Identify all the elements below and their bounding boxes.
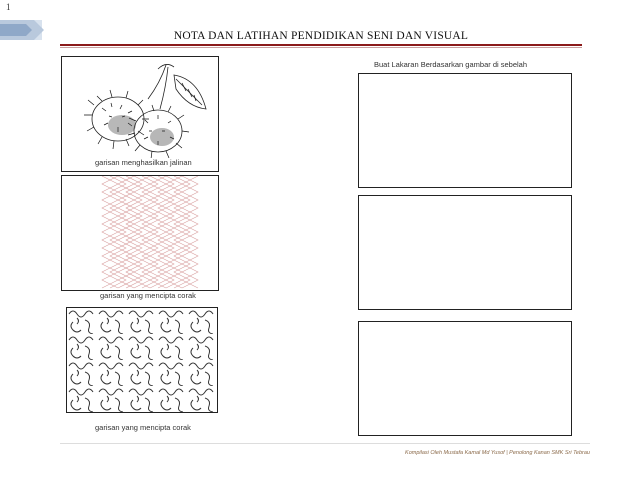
zigzag-pattern-image [61, 175, 219, 291]
squiggle-pattern-image [66, 307, 218, 413]
title-divider-secondary [60, 47, 582, 48]
footer-divider [60, 443, 590, 444]
sketch-box-1[interactable] [358, 73, 572, 188]
example-caption-2: garisan yang mencipta corak [100, 291, 196, 300]
rambutan-drawing-image [61, 56, 219, 172]
corner-ribbon-decoration [0, 18, 48, 42]
page-title: NOTA DAN LATIHAN PENDIDIKAN SENI DAN VISUAL [173, 30, 469, 42]
footer-credit: Kompilasi Oleh Mustafa Kamal Md Yusof | Penolong Kanan SMK Sri Tebrau [405, 450, 590, 456]
example-caption-1: garisan menghasilkan jalinan [95, 158, 192, 167]
title-divider [60, 44, 582, 46]
sketch-box-2[interactable] [358, 195, 572, 310]
squiggle-line-pattern [67, 308, 217, 412]
example-caption-3: garisan yang mencipta corak [95, 423, 191, 432]
zigzag-line-pattern [62, 176, 218, 290]
sketch-instruction: Buat Lakaran Berdasarkan gambar di sebelah [374, 60, 528, 69]
rambutan-illustration [62, 57, 218, 171]
sketch-box-3[interactable] [358, 321, 572, 436]
page-number: 1 [6, 2, 11, 12]
